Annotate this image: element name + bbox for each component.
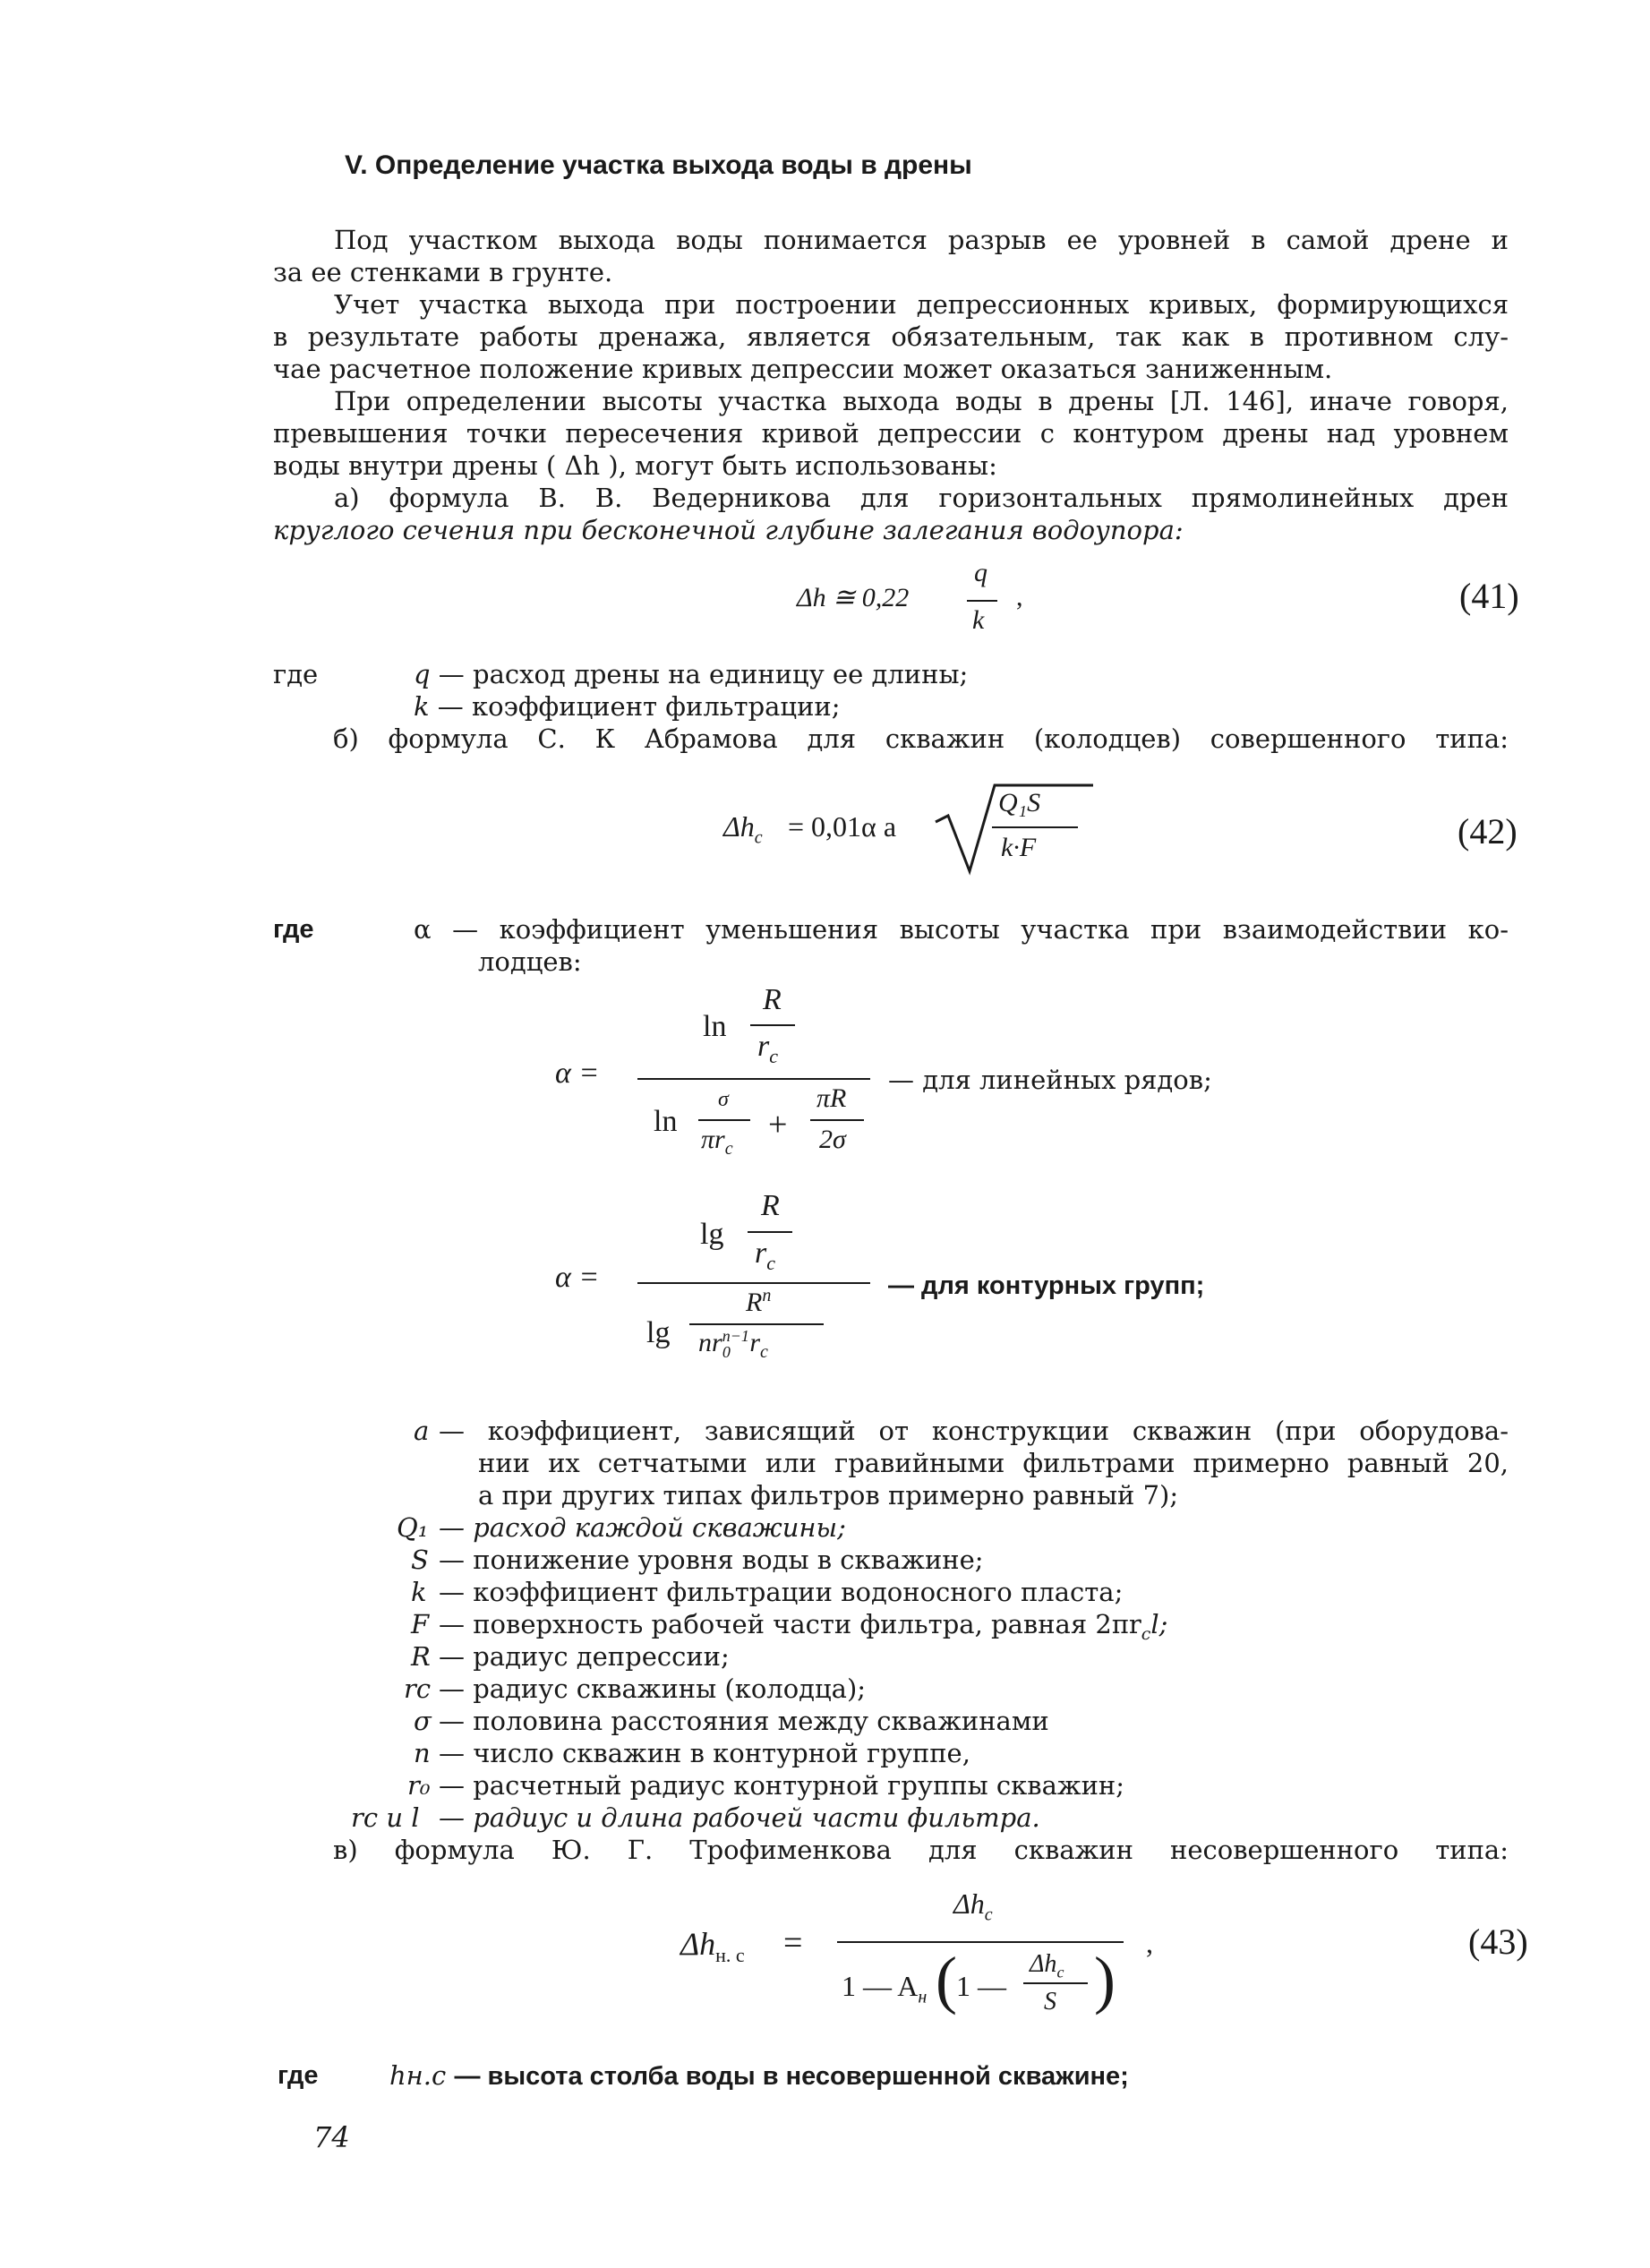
- alpha1-2sigma: 2σ: [819, 1125, 846, 1154]
- def-hnc: hн.с — высота столба воды в несовершенной скважине;: [389, 2060, 1129, 2091]
- eq42-fraction-bar: [992, 826, 1078, 828]
- def-a-line-3: а при других типах фильтров примерно равный 7);: [478, 1480, 1179, 1511]
- alpha2-Rn: $R^n$: [746, 1286, 772, 1317]
- alpha1-main-bar: [637, 1078, 870, 1080]
- def-rc-text: — радиус скважины (колодца);: [439, 1673, 867, 1704]
- def-rc-l-sym: rс и l: [351, 1802, 420, 1833]
- def-R-sym: R: [411, 1641, 431, 1672]
- alpha2-main-bar: [637, 1282, 870, 1284]
- eq42-rhs: = 0,01α a: [788, 810, 897, 843]
- eq43-inner-numerator: $\Delta h_с$: [1030, 1950, 1064, 1981]
- def-a-line-2: нии их сетчатыми или гравийными фильтрами примерно равный 20,: [478, 1448, 1509, 1478]
- eq41-comma: ,: [1016, 582, 1023, 612]
- para3-line-1: При определении высоты участка выхода воды в дрены [Л. 146], иначе говоря,: [334, 386, 1509, 416]
- def-Q1-sym: Q₁: [397, 1512, 429, 1543]
- eq41-denominator: k: [972, 605, 985, 635]
- eq43-main-bar: [837, 1941, 1124, 1943]
- eq43-numerator: $\Delta h_с$: [953, 1887, 993, 1925]
- eq43-inner-denominator: S: [1044, 1988, 1056, 2016]
- eq43-number: (43): [1468, 1921, 1528, 1962]
- eq42-lhs: $\Delta h_с$: [723, 810, 763, 848]
- page-number: 74: [313, 2120, 350, 2154]
- alpha1-ln-top: ln: [703, 1010, 727, 1043]
- intro-line-1: Под участком выхода воды понимается разрыв ее уровней в самой дрене и: [334, 225, 1509, 255]
- eq41-lhs: Δh ≅ 0,22: [797, 583, 910, 612]
- alpha1-plus: +: [768, 1106, 788, 1143]
- def-a-line-1: — коэффициент, зависящий от конструкции скважин (при оборудова-: [439, 1416, 1509, 1446]
- alpha1-pirc: $\pi r_с$: [701, 1125, 733, 1159]
- alpha1-bar-left: [698, 1119, 750, 1121]
- def-r0-text: — расчетный радиус контурной группы скважин;: [439, 1770, 1124, 1801]
- alpha2-lhs: α =: [555, 1261, 600, 1294]
- para3-line-2: превышения точки пересечения кривой депрессии с контуром дрены над уровнем: [273, 418, 1509, 449]
- alpha2-note: — для контурных групп;: [888, 1271, 1205, 1300]
- alpha1-piR: πR: [816, 1083, 847, 1113]
- alpha1-sigma: σ: [718, 1088, 729, 1111]
- alpha1-rc-top: $r_с$: [757, 1030, 778, 1067]
- where-label-41: где: [273, 659, 319, 689]
- def-Q1-text: — расход каждой скважины;: [439, 1512, 846, 1543]
- eq43-eq: =: [783, 1924, 803, 1962]
- def-F-sym: F: [411, 1609, 430, 1639]
- para2-line-1: Учет участка выхода при построении депрессионных кривых, формирующихся: [334, 289, 1509, 320]
- para2-line-3: чае расчетное положение кривых депрессии может оказаться заниженным.: [273, 354, 1333, 384]
- alpha1-ln-bottom: ln: [654, 1105, 678, 1138]
- intro-line-2: за ее стенками в грунте.: [273, 257, 613, 287]
- def-n-text: — число скважин в контурной группе,: [439, 1738, 970, 1768]
- eq43-den-one: 1 — $A_н$: [842, 1970, 928, 2007]
- section-title: V. Определение участка выхода воды в дрены: [345, 150, 972, 180]
- eq42-denominator: k·F: [1001, 833, 1037, 862]
- eq43-comma: ,: [1146, 1927, 1153, 1959]
- alpha1-bar-top: [750, 1024, 795, 1026]
- def-q: q — расход дрены на единицу ее длины;: [414, 659, 969, 689]
- def-S-sym: S: [411, 1545, 429, 1575]
- eq42-number: (42): [1458, 811, 1517, 852]
- def-r0-sym: r₀: [407, 1770, 431, 1801]
- def-k: k — коэффициент фильтрации;: [414, 691, 841, 722]
- item-a-line-1: а) формула В. В. Ведерникова для горизонтальных прямолинейных дрен: [334, 483, 1509, 513]
- def-R-text: — радиус депрессии;: [439, 1641, 730, 1672]
- para2-line-2: в результате работы дренажа, является обязательным, так как в противном слу-: [273, 321, 1509, 352]
- alpha2-R: R: [761, 1189, 780, 1222]
- def-n-sym: n: [414, 1738, 431, 1768]
- where-label-42: где: [273, 915, 314, 944]
- item-b: б) формула С. К Абрамова для скважин (колодцев) совершенного типа:: [333, 723, 1509, 754]
- def-S-text: — понижение уровня воды в скважине;: [439, 1545, 984, 1575]
- item-a-line-2: круглого сечения при бесконечной глубине залегания водоупора:: [273, 515, 1184, 545]
- eq41-number: (41): [1459, 576, 1519, 616]
- where-label-43: где: [278, 2061, 319, 2090]
- eq43-inner-one: 1 —: [956, 1970, 1006, 2002]
- eq42-numerator: Q₁S: [998, 788, 1041, 817]
- alpha2-denominator: $nr^{n-1}_0$ $r_с$: [698, 1327, 768, 1362]
- item-c: в) формула Ю. Г. Трофименкова для скважин несовершенного типа:: [333, 1835, 1509, 1865]
- alpha2-bar-top: [748, 1231, 792, 1233]
- def-rc-l-text: — радиус и длина рабочей части фильтра.: [439, 1802, 1040, 1833]
- paren-left-icon: (: [936, 1944, 957, 2016]
- eq41-fraction-bar: [967, 600, 997, 602]
- paren-right-icon: ): [1094, 1944, 1116, 2016]
- def-rc-sym: rс: [404, 1673, 432, 1704]
- alpha-def-line-1: α — коэффициент уменьшения высоты участка при взаимодействии ко-: [414, 914, 1509, 945]
- alpha2-lg-bottom: lg: [646, 1316, 671, 1349]
- eq43-lhs: $\Delta h_{н. с}$: [680, 1926, 745, 1967]
- eq41-numerator: q: [974, 558, 987, 587]
- def-sigma-text: — половина расстояния между скважинами: [439, 1706, 1049, 1736]
- alpha2-rc-top: $r_с$: [755, 1237, 775, 1274]
- def-a-sym: a: [414, 1416, 430, 1446]
- alpha-def-line-2: лодцев:: [478, 946, 582, 977]
- def-k2-text: — коэффициент фильтрации водоносного пласта;: [439, 1577, 1124, 1607]
- alpha2-lg-top: lg: [700, 1218, 724, 1251]
- def-sigma-sym: σ: [414, 1706, 432, 1736]
- def-k2-sym: k: [411, 1577, 427, 1607]
- para3-line-3: воды внутри дрены ( Δh ), могут быть использованы:: [273, 450, 997, 481]
- eq43-inner-bar: [1023, 1982, 1088, 1984]
- alpha1-lhs: α =: [555, 1057, 600, 1090]
- alpha2-bar-bottom: [689, 1323, 824, 1325]
- alpha1-bar-right: [810, 1119, 864, 1121]
- alpha1-note: — для линейных рядов;: [888, 1065, 1212, 1095]
- alpha1-R: R: [763, 983, 782, 1016]
- def-F-text: — поверхность рабочей части фильтра, равная $2\pi r_сl$;: [439, 1609, 1168, 1644]
